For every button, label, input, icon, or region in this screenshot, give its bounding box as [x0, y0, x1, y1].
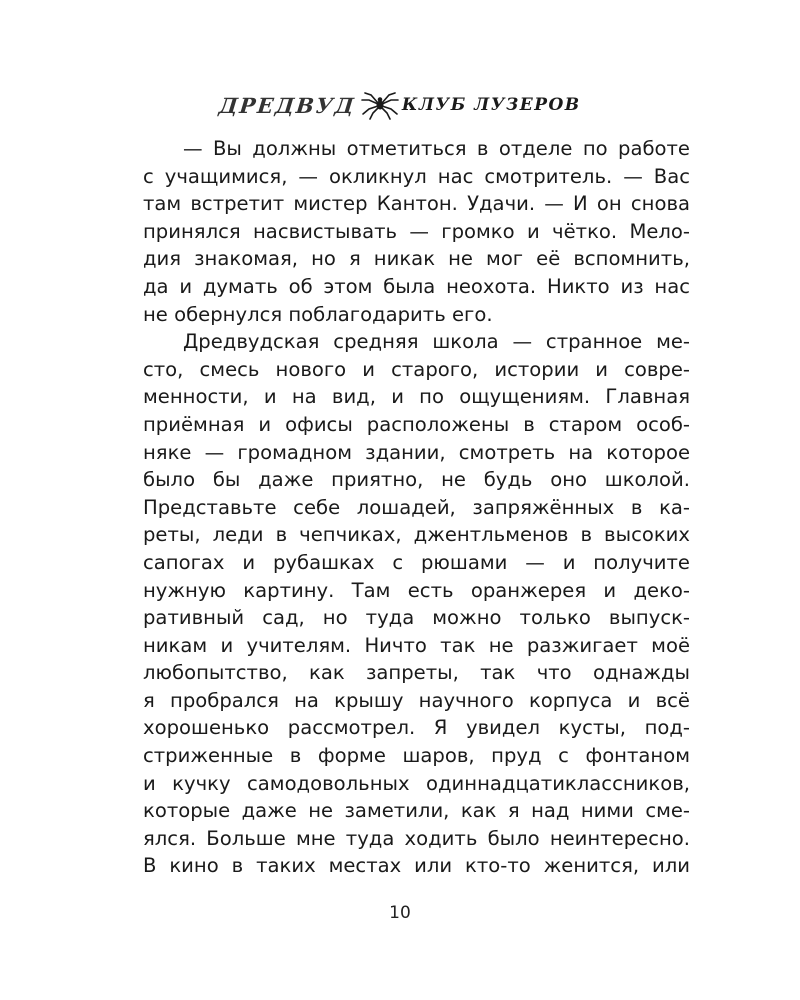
text-line: Представьте себе лошадей, запряжённых в ка-: [143, 495, 690, 519]
text-line: дия знакомая, но я никак не мог её вспомнить,: [143, 247, 690, 271]
text-line: было бы даже приятно, не будь оно школой.: [143, 468, 690, 492]
page-number: 10: [389, 903, 411, 923]
text-line: там встретит мистер Кантон. Удачи. — И он снова: [143, 192, 690, 216]
running-header: [0, 88, 800, 122]
text-line: ративный сад, но туда можно только выпуск-: [143, 606, 690, 630]
text-line: которые даже не заметили, как я над ними сме-: [143, 799, 690, 823]
text-line: сто, смесь нового и старого, истории и совре-: [143, 357, 690, 381]
text-line: — Вы должны отметиться в отделе по работе: [183, 137, 690, 160]
text-line: любопытство, как запреты, так что однажды: [143, 661, 690, 685]
text-line: я пробрался на крышу научного корпуса и всё: [143, 688, 690, 712]
text-line: с учащимися, — окликнул нас смотритель. — Вас: [143, 164, 690, 188]
text-line: приёмная и офисы расположены в старом особ-: [143, 412, 690, 436]
series-title: ДРЕДВУД: [217, 92, 358, 118]
text-line: Дредвудская средняя школа — странное ме-: [183, 330, 690, 354]
spider-icon: [360, 90, 400, 120]
text-line: да и думать об этом была неохота. Никто из нас: [143, 274, 690, 298]
text-line: няке — громадном здании, смотреть на которое: [143, 440, 690, 464]
text-line: менности, и на вид, и по ощущениям. Главная: [143, 385, 690, 409]
text-line: хорошенько рассмотрел. Я увидел кусты, под-: [143, 716, 690, 740]
book-title: КЛУБ ЛУЗЕРОВ: [401, 95, 581, 115]
body-text: [143, 135, 690, 880]
text-line: В кино в таких местах или кто-то женится, или: [143, 854, 690, 878]
text-line: не обернулся поблагодарить его.: [143, 302, 493, 326]
paragraph-2: [143, 328, 690, 880]
text-line: принялся насвистывать — громко и чётко. Мело-: [143, 219, 690, 243]
text-line: реты, леди в чепчиках, джентльменов в высоких: [143, 523, 690, 547]
text-line: стриженные в форме шаров, пруд с фонтаном: [143, 744, 690, 768]
paragraph-1: [143, 135, 690, 328]
text-line: нужную картину. Там есть оранжерея и деко-: [143, 578, 690, 602]
text-line: сапогах и рубашках с рюшами — и получите: [143, 550, 690, 574]
text-line: ялся. Больше мне туда ходить было неинтересно.: [143, 826, 690, 850]
text-line: никам и учителям. Ничто так не разжигает моё: [143, 633, 690, 657]
text-line: и кучку самодовольных одиннадцатиклассников,: [143, 771, 690, 795]
